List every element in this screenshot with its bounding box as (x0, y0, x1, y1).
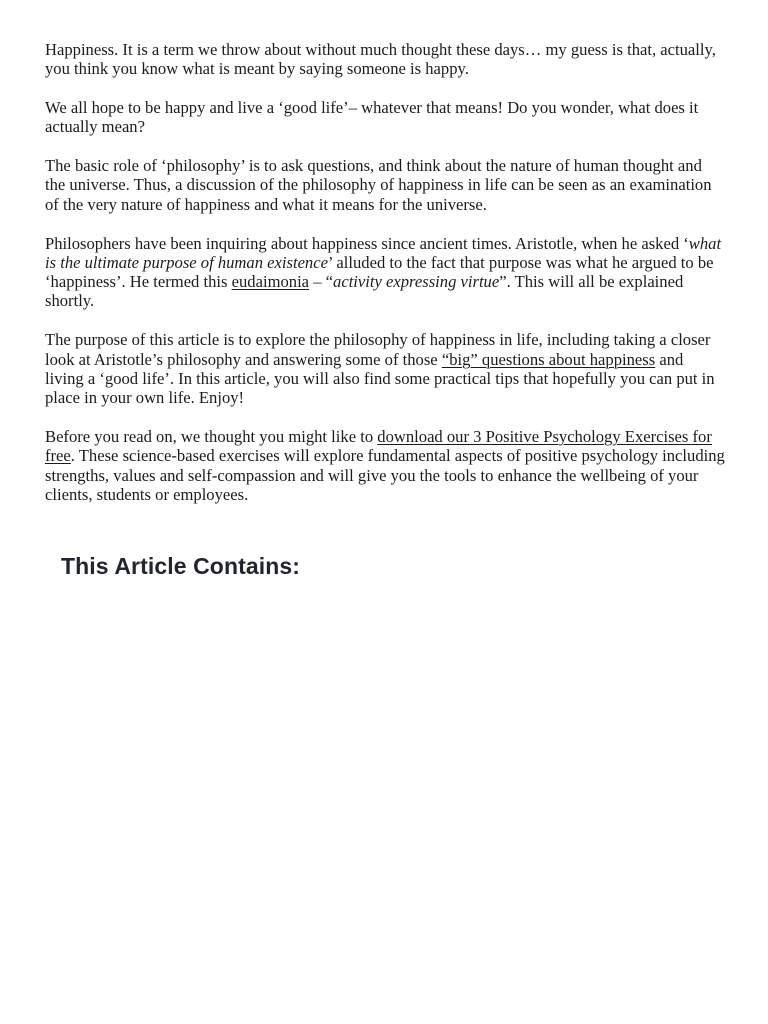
aristotle-text-1: Philosophers have been inquiring about happiness since ancient times. Aristotle, when he asked ‘ (45, 233, 689, 253)
download-paragraph (45, 427, 725, 504)
article-body (45, 40, 725, 524)
article-contents-heading: This Article Contains: (61, 553, 301, 579)
download-text-2: . These science-based exercises will explore fundamental aspects of positive psychology including strengths, values and self-compassion and will give you the tools to enhance the wellbeing of your clients, students or employees. (45, 446, 725, 504)
activity-virtue-quote: activity expressing virtue (333, 272, 500, 292)
purpose-text-2: and living a ‘good life’. In this article, you will also find some practical tips that hopefully you can put in place in your own life. Enjoy! (45, 349, 715, 408)
aristotle-paragraph (45, 234, 725, 311)
philosophy-role-paragraph: The basic role of ‘philosophy’ is to ask questions, and think about the nature of human thought and the universe. Thus, a discussion of the philosophy of happiness in life can be seen as an examination of the very nature of happiness and what it means for the universe. (45, 156, 712, 214)
aristotle-text-3: – “ (309, 272, 334, 292)
aristotle-text-4: ”. This will all be explained shortly. (45, 272, 684, 311)
purpose-paragraph (45, 330, 725, 407)
download-exercises-link[interactable]: download our 3 Positive Psychology Exercises for free (45, 426, 712, 466)
purpose-text-1: The purpose of this article is to explore the philosophy of happiness in life, including taking a closer look at Aristotle’s philosophy and answering some of those (45, 330, 711, 369)
big-questions-link[interactable]: “big” questions about happiness (441, 349, 656, 369)
intro-paragraph: Happiness. It is a term we throw about without much thought these days… my guess is that, actually, you think you know what is meant by saying someone is happy. (45, 40, 716, 79)
ultimate-purpose-quote: what is the ultimate purpose of human existence (45, 233, 722, 272)
good-life-paragraph: We all hope to be happy and live a ‘good life’– whatever that means! Do you wonder, what does it actually mean? (45, 98, 699, 137)
download-text-1: Before you read on, we thought you might like to (45, 426, 378, 446)
aristotle-text-2: ’ alluded to the fact that purpose was what he argued to be ‘happiness’. He termed this (45, 252, 714, 292)
eudaimonia-link[interactable]: eudaimonia (231, 272, 310, 292)
